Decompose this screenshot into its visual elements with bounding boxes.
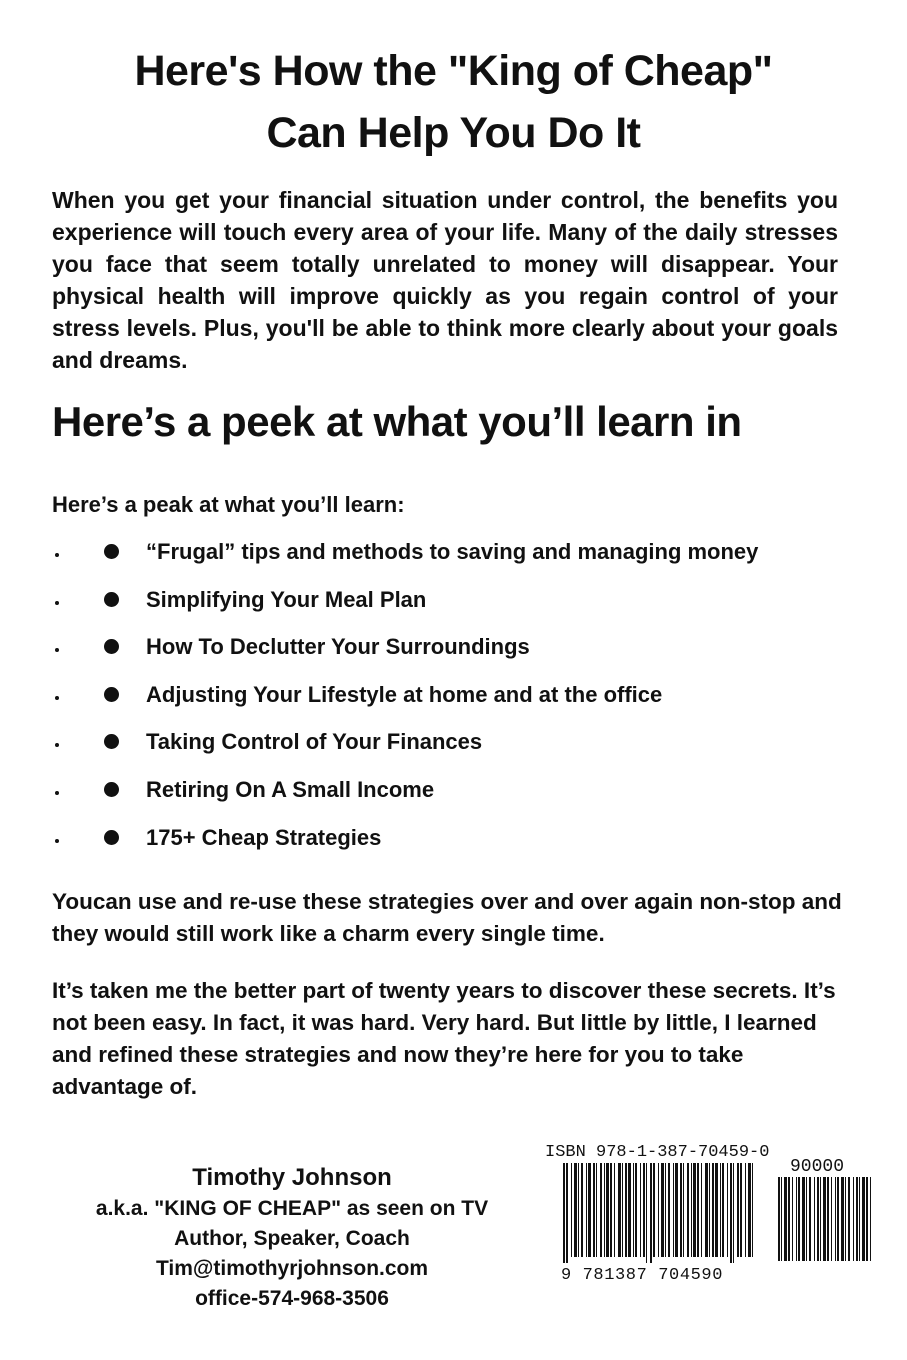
list-item-text: “Frugal” tips and methods to saving and managing money: [146, 539, 759, 564]
barcode-bar: [853, 1177, 854, 1261]
author-roles: Author, Speaker, Coach: [174, 1227, 410, 1250]
barcode-bar: [814, 1177, 815, 1261]
barcode-bar: [809, 1177, 811, 1261]
barcode-bar: [643, 1163, 645, 1257]
list-item: [0, 679, 907, 727]
barcode-bar: [571, 1163, 572, 1257]
small-bullet-icon: [55, 839, 59, 843]
list-item-text: 175+ Cheap Strategies: [146, 824, 382, 850]
price-code: 90000: [790, 1157, 845, 1177]
barcode-bar: [796, 1177, 797, 1261]
author-aka: a.k.a. "KING OF CHEAP" as seen on TV: [95, 1197, 489, 1220]
barcode-bar: [806, 1177, 807, 1261]
barcode-bar: [788, 1177, 790, 1261]
learn-list: [0, 536, 907, 869]
barcode-bar: [705, 1163, 708, 1257]
small-bullet-icon: [55, 601, 59, 605]
barcode-bar: [820, 1177, 821, 1261]
list-item-text: How To Declutter Your Surroundings: [146, 634, 530, 660]
barcode-bar: [628, 1163, 631, 1257]
barcode-bar: [740, 1163, 742, 1257]
barcode-bar: [661, 1163, 664, 1257]
barcode-bar: [640, 1163, 641, 1257]
barcode-bar: [730, 1163, 732, 1263]
barcode-bar: [693, 1163, 696, 1257]
author-phone: office-574-968-3506: [195, 1287, 389, 1310]
barcode-bar: [823, 1177, 826, 1261]
author-contact-block: [52, 1162, 532, 1314]
barcode-bar: [680, 1163, 682, 1257]
barcode-bar: [784, 1177, 787, 1261]
title-line-2: Can Help You Do It: [266, 109, 641, 157]
barcode-bar: [862, 1177, 865, 1261]
barcode-bar: [817, 1177, 819, 1261]
barcode-bar: [600, 1163, 602, 1257]
barcode-bar: [712, 1163, 714, 1257]
barcode-bar: [665, 1163, 666, 1257]
barcode-bar: [827, 1177, 829, 1261]
bullet-icon: [104, 687, 119, 702]
barcode-bar: [675, 1163, 678, 1257]
list-intro: Here’s a peak at what you’ll learn:: [52, 492, 405, 517]
barcode-bar: [596, 1163, 597, 1257]
list-item-text: Adjusting Your Lifestyle at home and at the office: [146, 681, 663, 707]
barcode-bar: [778, 1177, 780, 1261]
barcode-bar: [687, 1163, 689, 1257]
list-item: [0, 822, 907, 870]
barcode-bar: [650, 1163, 652, 1263]
barcode-bar: [848, 1177, 850, 1261]
title-line-1: Here's How the "King of Cheap": [134, 47, 773, 95]
barcode-bar: [745, 1163, 746, 1257]
barcode-bar: [697, 1163, 699, 1257]
barcode-bar: [578, 1163, 579, 1257]
barcode-bar: [653, 1163, 655, 1257]
barcode-bar: [588, 1163, 591, 1257]
barcode-bar: [727, 1163, 728, 1257]
page-title: [0, 40, 907, 164]
barcode-bar: [563, 1163, 565, 1263]
bullet-icon: [104, 830, 119, 845]
barcode-bar: [593, 1163, 595, 1257]
barcode-bar: [733, 1163, 734, 1263]
barcode-bar: [859, 1177, 860, 1261]
list-item: [0, 536, 907, 584]
small-bullet-icon: [55, 553, 59, 557]
list-item: [0, 726, 907, 774]
bullet-icon: [104, 544, 119, 559]
barcode-bar: [635, 1163, 637, 1257]
list-item: [0, 631, 907, 679]
barcode-bar: [866, 1177, 868, 1261]
author-email: Tim@timothyrjohnson.com: [155, 1257, 429, 1280]
barcode-bar: [835, 1177, 836, 1261]
bullet-icon: [104, 734, 119, 749]
barcode-bar: [856, 1177, 858, 1261]
barcode-bar: [604, 1163, 605, 1257]
barcode-bar: [722, 1163, 724, 1257]
barcode-bar: [658, 1163, 659, 1257]
list-item-text: Simplifying Your Meal Plan: [146, 586, 427, 612]
barcode-bar: [633, 1163, 634, 1257]
small-bullet-icon: [55, 791, 59, 795]
small-bullet-icon: [55, 743, 59, 747]
barcode-bar: [837, 1177, 839, 1261]
barcode-bar: [841, 1177, 844, 1261]
author-name: Timothy Johnson: [192, 1164, 392, 1191]
price-barcode: [778, 1177, 872, 1267]
barcode-bar: [792, 1177, 793, 1261]
bullet-icon: [104, 782, 119, 797]
barcode-bar: [646, 1163, 647, 1263]
isbn-label: ISBN 978-1-387-70459-0: [545, 1143, 770, 1162]
small-bullet-icon: [55, 696, 59, 700]
barcode-bar: [870, 1177, 871, 1261]
barcode-bar: [581, 1163, 583, 1257]
barcode-bar: [683, 1163, 684, 1257]
bullet-icon: [104, 639, 119, 654]
secrets-paragraph: It’s taken me the better part of twenty years to discover these secrets. It’s not been easy. In fact, it was hard. Very hard. But little by little, I learned and refined these strategies and now they’re here for you to take advantage of.: [52, 978, 836, 1099]
barcode-bar: [606, 1163, 609, 1257]
barcode-bar: [691, 1163, 692, 1257]
barcode-bar: [701, 1163, 702, 1257]
isbn-barcode: [563, 1163, 755, 1263]
barcode-bar: [748, 1163, 751, 1257]
small-bullet-icon: [55, 648, 59, 652]
barcode-bar: [798, 1177, 800, 1261]
barcode-bar: [614, 1163, 615, 1257]
list-item-text: Retiring On A Small Income: [146, 776, 435, 802]
barcode-bar: [752, 1163, 753, 1257]
barcode-bar: [720, 1163, 721, 1257]
barcode-bar: [802, 1177, 805, 1261]
barcode-bar: [668, 1163, 670, 1257]
barcode-bar: [673, 1163, 674, 1257]
list-item-text: Taking Control of Your Finances: [146, 729, 483, 755]
barcode-bar: [566, 1163, 568, 1263]
barcode-bar: [715, 1163, 718, 1257]
barcode-bar: [586, 1163, 587, 1257]
barcode-bar: [709, 1163, 710, 1257]
barcode-bar: [574, 1163, 577, 1257]
list-item: [0, 584, 907, 632]
barcode-bar: [845, 1177, 846, 1261]
barcode-bar: [625, 1163, 627, 1257]
barcode-bar: [781, 1177, 782, 1261]
intro-paragraph: When you get your financial situation under control, the benefits you experience will touch every area of your life. Many of the daily stresses you face that seem totally unrelated to money will disappear. Your physical health will improve quickly as you regain control of your stress levels. Plus, you'll be able to think more clearly about your goals and dreams.: [52, 187, 838, 373]
bullet-icon: [104, 592, 119, 607]
barcode-bar: [622, 1163, 623, 1257]
strategies-paragraph: Youcan use and re-use these strategies over and over again non-stop and they would still work like a charm every single time.: [52, 889, 842, 946]
section-heading: Here’s a peek at what you’ll learn in: [52, 398, 742, 445]
barcode-bar: [618, 1163, 621, 1257]
list-item: [0, 774, 907, 822]
barcode-digits: 9 781387 704590: [561, 1266, 724, 1285]
barcode-bar: [831, 1177, 832, 1261]
barcode-bar: [610, 1163, 612, 1257]
barcode-bar: [737, 1163, 739, 1257]
